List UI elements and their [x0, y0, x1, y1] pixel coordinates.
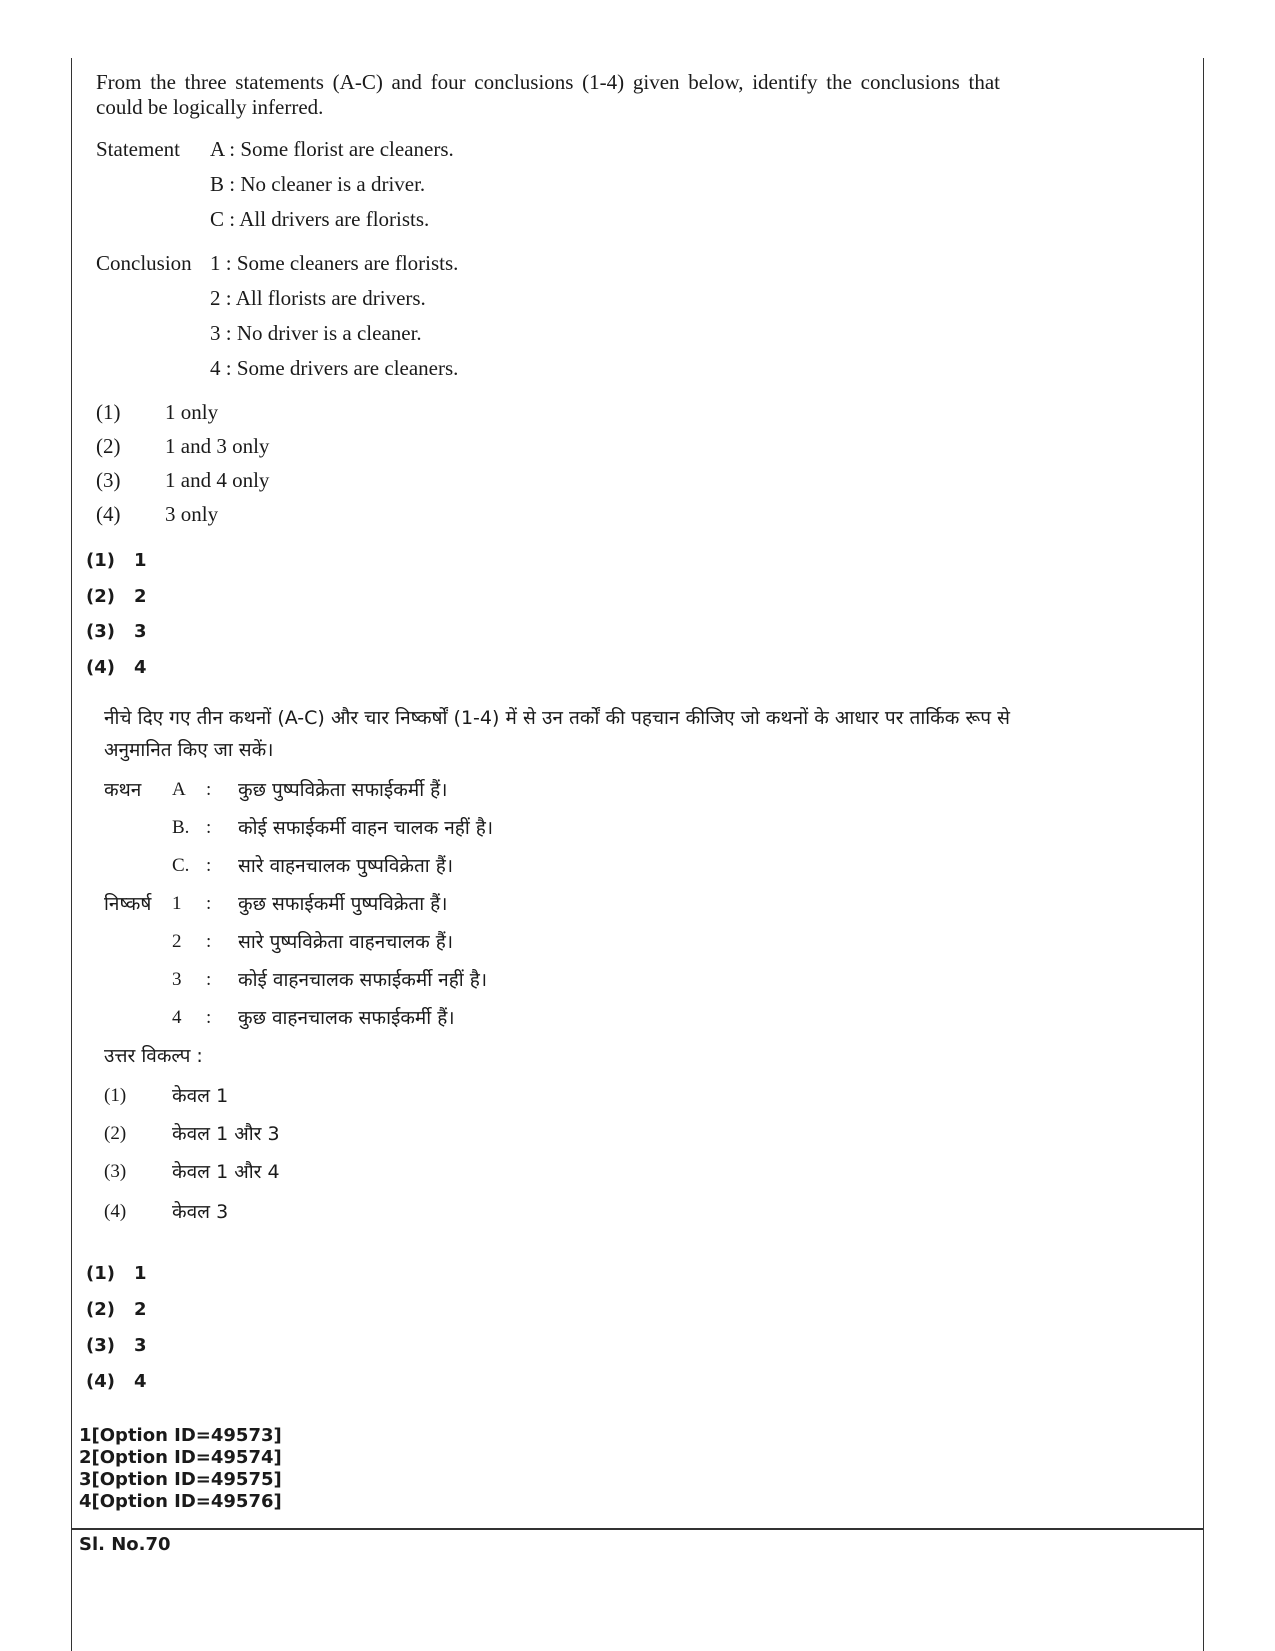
conclusion-label: Conclusion	[96, 251, 192, 275]
conclusion-1-hindi: कुछ सफाईकर्मी पुष्पविक्रेता हैं।	[238, 893, 448, 915]
conclusion-2: 2 : All florists are drivers.	[210, 286, 426, 310]
answer-choice[interactable]: (4) 4	[86, 657, 147, 678]
option-number: (1)	[96, 400, 121, 424]
statement-key-hindi: C.	[172, 855, 190, 876]
option-id: 3[Option ID=49575]	[79, 1469, 282, 1490]
statement-b: B : No cleaner is a driver.	[210, 172, 426, 196]
conclusion-key-hindi: 4	[172, 1007, 182, 1028]
option-text-hindi: केवल 1 और 4	[172, 1161, 280, 1183]
option-text: 1 only	[165, 400, 219, 424]
separator: :	[206, 893, 212, 914]
statement-a: A : Some florist are cleaners.	[210, 137, 454, 161]
option-number: (4)	[104, 1201, 127, 1222]
option-id: 1[Option ID=49573]	[79, 1425, 282, 1446]
conclusion-key-hindi: 1	[172, 893, 182, 914]
option-id: 4[Option ID=49576]	[79, 1491, 282, 1512]
conclusion-key-hindi: 2	[172, 931, 182, 952]
option-text-hindi: केवल 3	[172, 1201, 229, 1223]
statement-c: C : All drivers are florists.	[210, 207, 430, 231]
answer-choice[interactable]: (2) 2	[86, 1299, 147, 1320]
question-intro-english: From the three statements (A-C) and four conclusions (1-4) given below, identify the conclusions that could be logically inferred.	[96, 70, 1000, 119]
answer-choice[interactable]: (1) 1	[86, 1263, 147, 1284]
option-number: (2)	[96, 434, 121, 458]
conclusion-4: 4 : Some drivers are cleaners.	[210, 356, 459, 380]
conclusion-label-hindi: निष्कर्ष	[104, 893, 152, 915]
answer-choice[interactable]: (4) 4	[86, 1371, 147, 1392]
option-number: (2)	[104, 1123, 127, 1144]
serial-number: Sl. No.70	[79, 1534, 171, 1555]
option-number: (3)	[104, 1161, 127, 1182]
option-text-hindi: केवल 1 और 3	[172, 1123, 280, 1145]
option-id: 2[Option ID=49574]	[79, 1447, 282, 1468]
option-text: 1 and 4 only	[165, 468, 270, 492]
question-intro-hindi: नीचे दिए गए तीन कथनों (A-C) और चार निष्कर्षों (1-4) में से उन तर्कों की पहचान कीजिए जो कथनों के आधार पर तार्किक रूप से अनुमानित किए जा सकें।	[104, 707, 1010, 761]
option-text: 1 and 3 only	[165, 434, 270, 458]
conclusion-2-hindi: सारे पुष्पविक्रेता वाहनचालक हैं।	[238, 931, 454, 953]
statement-b-hindi: कोई सफाईकर्मी वाहन चालक नहीं है।	[238, 817, 494, 839]
option-text-hindi: केवल 1	[172, 1085, 229, 1107]
answer-choice[interactable]: (2) 2	[86, 586, 147, 607]
statement-label-hindi: कथन	[104, 779, 142, 801]
separator: :	[206, 1007, 212, 1028]
statement-key-hindi: B.	[172, 817, 190, 838]
option-text: 3 only	[165, 502, 219, 526]
separator: :	[206, 931, 212, 952]
statement-key-hindi: A	[172, 779, 186, 800]
conclusion-3: 3 : No driver is a cleaner.	[210, 321, 422, 345]
conclusion-key-hindi: 3	[172, 969, 182, 990]
answer-choice[interactable]: (3) 3	[86, 1335, 147, 1356]
statement-c-hindi: सारे वाहनचालक पुष्पविक्रेता हैं।	[238, 855, 454, 877]
separator: :	[206, 969, 212, 990]
right-border	[1203, 58, 1204, 1651]
answer-choice[interactable]: (3) 3	[86, 621, 147, 642]
option-number: (4)	[96, 502, 121, 526]
question-divider	[71, 1528, 1204, 1530]
answer-choice[interactable]: (1) 1	[86, 550, 147, 571]
separator: :	[206, 779, 212, 800]
statement-a-hindi: कुछ पुष्पविक्रेता सफाईकर्मी हैं।	[238, 779, 448, 801]
option-number: (3)	[96, 468, 121, 492]
left-border	[71, 58, 72, 1651]
conclusion-3-hindi: कोई वाहनचालक सफाईकर्मी नहीं है।	[238, 969, 488, 991]
options-label-hindi: उत्तर विकल्प :	[104, 1045, 203, 1067]
statement-label: Statement	[96, 137, 180, 161]
separator: :	[206, 855, 212, 876]
option-number: (1)	[104, 1085, 127, 1106]
conclusion-1: 1 : Some cleaners are florists.	[210, 251, 459, 275]
conclusion-4-hindi: कुछ वाहनचालक सफाईकर्मी हैं।	[238, 1007, 455, 1029]
separator: :	[206, 817, 212, 838]
